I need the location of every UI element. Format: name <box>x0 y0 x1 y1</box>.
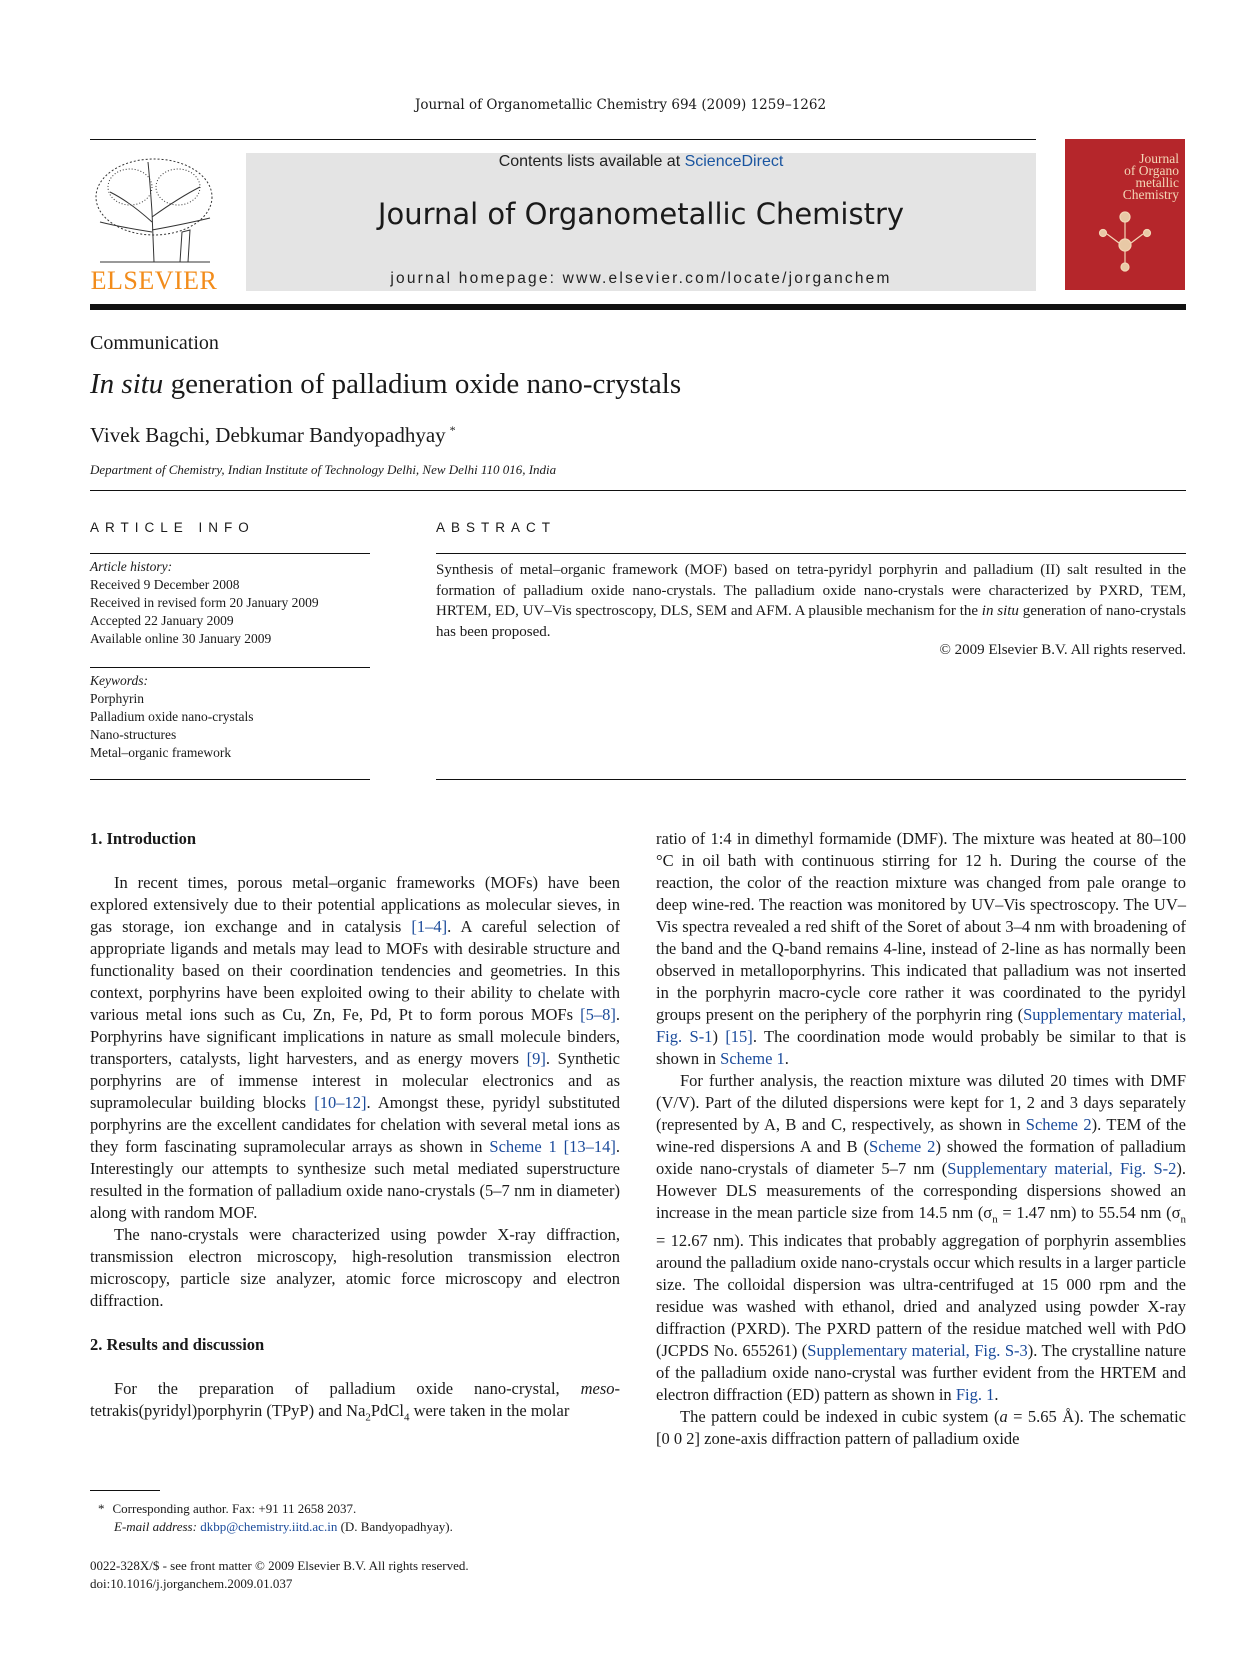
email-suffix: (D. Bandyopadhyay). <box>337 1519 453 1534</box>
text: . The coordination mode would probably be similar to that is shown in <box>656 1027 1186 1068</box>
history-item: Accepted 22 January 2009 <box>90 613 234 628</box>
text: ) <box>712 1027 726 1046</box>
email-label: E-mail address: <box>114 1519 201 1534</box>
citation-link[interactable]: [9] <box>526 1049 546 1068</box>
text: For further analysis, the reaction mixture was diluted 20 times with DMF (V/V). Part of the diluted dispersions were kept for 1, 2 and 3 days separately (represented by A, B and C, respectively, as shown in <box>656 1071 1186 1134</box>
subscript: 2 <box>365 1411 371 1424</box>
section-heading-introduction: 1. Introduction <box>90 829 197 848</box>
footnote-rule <box>90 1490 160 1491</box>
header-thick-rule <box>90 304 1186 310</box>
text: ). The crystalline nature of the palladium oxide nano-crystal was further evident from the HRTEM and electron diffraction (ED) pattern as shown in <box>656 1341 1186 1405</box>
journal-title: Journal of Organometallic Chemistry <box>377 197 905 231</box>
article-history <box>90 558 370 648</box>
title-rest: generation of palladium oxide nano-crystals <box>163 368 682 400</box>
text-italic: a <box>999 1407 1008 1427</box>
history-item: Available online 30 January 2009 <box>90 631 272 646</box>
keywords <box>90 672 370 762</box>
elsevier-wordmark: ELSEVIER <box>90 266 218 295</box>
front-matter <box>90 1557 469 1593</box>
intro-paragraph-2: The nano-crystals were characterized using powder X-ray diffraction, transmission electron microscopy, high-resolution transmission electron microscopy, particle size analyzer, atomic force microscopy and electron diffraction. <box>90 1225 620 1310</box>
results-paragraph-1 <box>90 1378 620 1428</box>
right-paragraph-2 <box>656 1070 1186 1406</box>
text: ratio of 1:4 in dimethyl formamide (DMF). The mixture was heated at 80–100 °C in oil bath with continuous stirring for 12 h. During the course of the reaction, the color of the reaction mixture was changed from pale orange to deep wine-red. The reaction was monitored by UV–Vis spectroscopy. The UV–Vis spectra revealed a red shift of the Soret of about 3–4 nm with broadening of the band and the Q-band remains 4-line, instead of 2-line as has normally been observed in metalloporphyrins. This indicated that palladium was not inserted in the porphyrin macro-cycle core rather it was coordinated to the pyridyl groups present on the periphery of the porphyrin ring ( <box>656 829 1186 1024</box>
right-paragraph-3 <box>656 1406 1186 1450</box>
section-heading-results: 2. Results and discussion <box>90 1335 265 1354</box>
citation-link[interactable]: [15] <box>725 1027 753 1046</box>
email-link[interactable]: dkbp@chemistry.iitd.ac.in <box>200 1519 338 1534</box>
right-column <box>656 828 1186 1450</box>
history-item: Received 9 December 2008 <box>90 577 240 592</box>
citation-link[interactable]: [10–12] <box>314 1093 367 1112</box>
sciencedirect-link[interactable]: ScienceDirect <box>684 153 784 170</box>
text: = 12.67 nm). This indicates that probably aggregation of porphyrin assemblies around the palladium oxide nano-crystals occur which results in a larger particle size. The colloidal dispersion was ultra-centrifuged at 15 000 rpm and the residue was washed with ethanol, dried and analyzed using powder X-ray diffraction (PXRD). The PXRD pattern of the residue matched well with PdO (JCPDS No. 655261) ( <box>656 1231 1186 1361</box>
abstract-copyright: © 2009 Elsevier B.V. All rights reserved. <box>939 642 1186 658</box>
left-column <box>90 828 620 1428</box>
cover-title-line: metallic <box>1135 175 1179 190</box>
header-top-rule <box>90 139 1036 140</box>
history-label: Article history: <box>90 559 173 574</box>
text: The pattern could be indexed in cubic system ( <box>680 1407 1000 1427</box>
text: ). However DLS measurements of the corresponding dispersions showed an increase in the mean particle size from 14.5 nm (σ <box>656 1159 1186 1222</box>
text: ). TEM of the wine-red dispersions A and B ( <box>656 1115 1186 1156</box>
subscript: 4 <box>403 1411 410 1424</box>
citation-link[interactable]: [5–8] <box>580 1005 616 1024</box>
abstract-part: Synthesis of metal–organic framework (MOF) based on tetra-pyridyl porphyrin and palladium (II) salt resulted in the formation of palladium oxide nano-crystals. The palladium oxide nano-crystals were characterized by PXRD, TEM, HRTEM, ED, UV–Vis spectroscopy, DLS, SEM and AFM. A plausible mechanism for the <box>436 562 1186 619</box>
supplementary-link[interactable]: Supplementary material, Fig. S-2 <box>947 1159 1177 1178</box>
abstract-rule-bottom <box>436 779 1186 780</box>
text: . <box>784 1049 789 1068</box>
affiliation: Department of Chemistry, Indian Institute of Technology Delhi, New Delhi 110 016, India <box>90 462 557 477</box>
text <box>557 1137 564 1156</box>
journal-homepage-link[interactable]: journal homepage: www.elsevier.com/locate/jorganchem <box>390 270 892 287</box>
info-rule-1 <box>90 553 370 554</box>
abstract-rule-top <box>436 553 1186 554</box>
contents-line <box>246 153 1036 171</box>
text: . A careful selection of appropriate ligands and metals may lead to MOFs with desirable structure and functionality based on their coordination tendencies and geometries. In this context, porphyrins have been exploited owing to their ability to chelate with various metal ions such as Cu, Zn, Fe, Pd, Pt to form porous MOFs <box>90 917 621 1024</box>
keyword: Palladium oxide nano-crystals <box>90 709 254 724</box>
cover-title-line: Journal <box>1139 151 1179 166</box>
issn-line: 0022-328X/$ - see front matter © 2009 Elsevier B.V. All rights reserved. <box>90 1558 469 1573</box>
supplementary-link[interactable]: Supplementary material, Fig. S-3 <box>807 1341 1028 1361</box>
text: ) showed the formation of palladium oxide nano-crystals of diameter 5–7 nm ( <box>656 1137 1186 1178</box>
corresponding-author-footnote <box>90 1500 620 1536</box>
cover-title <box>1073 153 1179 201</box>
citation-link[interactable]: [13–14] <box>563 1137 616 1156</box>
author-names: Vivek Bagchi, Debkumar Bandyopadhyay <box>90 423 446 447</box>
paper-title <box>90 368 681 401</box>
footnote-mark: * <box>98 1501 105 1516</box>
cover-title-line: Chemistry <box>1122 187 1179 202</box>
text: PdCl <box>370 1401 404 1420</box>
text: = 5.65 Å). The schematic [0 0 2] zone-axis diffraction pattern of palladium oxide <box>656 1407 1186 1449</box>
right-paragraph-1 <box>656 828 1186 1070</box>
authors <box>90 423 456 448</box>
figure-link[interactable]: Fig. 1 <box>955 1385 995 1405</box>
footnote-line-2 <box>90 1518 620 1536</box>
text-italic: meso <box>580 1379 615 1398</box>
article-type: Communication <box>90 332 219 354</box>
title-bottom-rule <box>90 490 1186 491</box>
corresponding-mark[interactable]: * <box>449 423 456 437</box>
history-item: Received in revised form 20 January 2009 <box>90 595 319 610</box>
scheme-link[interactable]: Scheme 1 <box>489 1137 557 1156</box>
subscript: n <box>992 1213 998 1226</box>
intro-paragraph-1 <box>90 872 620 1224</box>
title-italic: In situ <box>90 368 164 400</box>
journal-banner <box>246 153 1036 291</box>
text: . Synthetic porphyrins are of immense interest in molecular electronics and as supramolecular building blocks <box>90 1049 620 1112</box>
subscript: n <box>1180 1213 1186 1226</box>
text: For the preparation of palladium oxide nano-crystal, <box>114 1379 581 1398</box>
abstract-heading: ABSTRACT <box>436 520 557 535</box>
text: In recent times, porous metal–organic frameworks (MOFs) have been explored extensively due to their potential applications as molecular sieves, in gas storage, ion exchange and in catalysis <box>90 873 620 936</box>
keyword: Porphyrin <box>90 691 144 706</box>
journal-citation: Journal of Organometallic Chemistry 694 (2009) 1259–1262 <box>414 97 827 113</box>
cover-title-line: of Organo <box>1124 163 1179 178</box>
text: . Porphyrins have significant implications in nature as small molecule binders, transporters, catalysts, light harvesters, and as energy movers <box>90 1005 620 1068</box>
keyword: Nano-structures <box>90 727 177 742</box>
article-info-heading: ARTICLE INFO <box>90 520 255 535</box>
text: . Amongst these, pyridyl substituted porphyrins are the excellent candidates for chelation with several metal ions as they form fascinating supramolecular arrays as shown in <box>90 1093 620 1156</box>
abstract-italic: in situ <box>981 603 1019 619</box>
text: were taken in the molar <box>409 1401 570 1420</box>
contents-prefix: Contents lists available at <box>498 153 685 170</box>
text: . <box>994 1385 999 1405</box>
text: -tetrakis(pyridyl)porphyrin (TPyP) and Na <box>90 1379 620 1420</box>
footnote-text: Corresponding author. Fax: +91 11 2658 2037. <box>112 1501 357 1516</box>
cover-molecule-icon <box>1085 205 1165 275</box>
journal-cover-thumbnail <box>1065 139 1185 290</box>
scheme-link[interactable]: Scheme 1 <box>720 1049 785 1068</box>
supplementary-link[interactable]: Supplementary material, Fig. S-1 <box>656 1005 1186 1046</box>
info-rule-2 <box>90 667 370 668</box>
footnote-line-1 <box>90 1500 620 1518</box>
keywords-label: Keywords: <box>90 673 148 688</box>
citation-link[interactable]: [1–4] <box>411 917 448 936</box>
text: . Interestingly our attempts to synthesize such metal mediated superstructure resulted in the formation of palladium oxide nano-crystals (5–7 nm in diameter) along with random MOF. <box>90 1137 620 1222</box>
info-rule-3 <box>90 779 370 780</box>
doi-line[interactable]: doi:10.1016/j.jorganchem.2009.01.037 <box>90 1576 293 1591</box>
scheme-link[interactable]: Scheme 2 <box>869 1137 936 1156</box>
text: = 1.47 nm) to 55.54 nm (σ <box>997 1203 1181 1222</box>
keyword: Metal–organic framework <box>90 745 232 760</box>
scheme-link[interactable]: Scheme 2 <box>1025 1115 1092 1134</box>
abstract-text <box>436 560 1186 642</box>
abstract-part: generation of nano-crystals has been proposed. <box>436 603 1187 640</box>
